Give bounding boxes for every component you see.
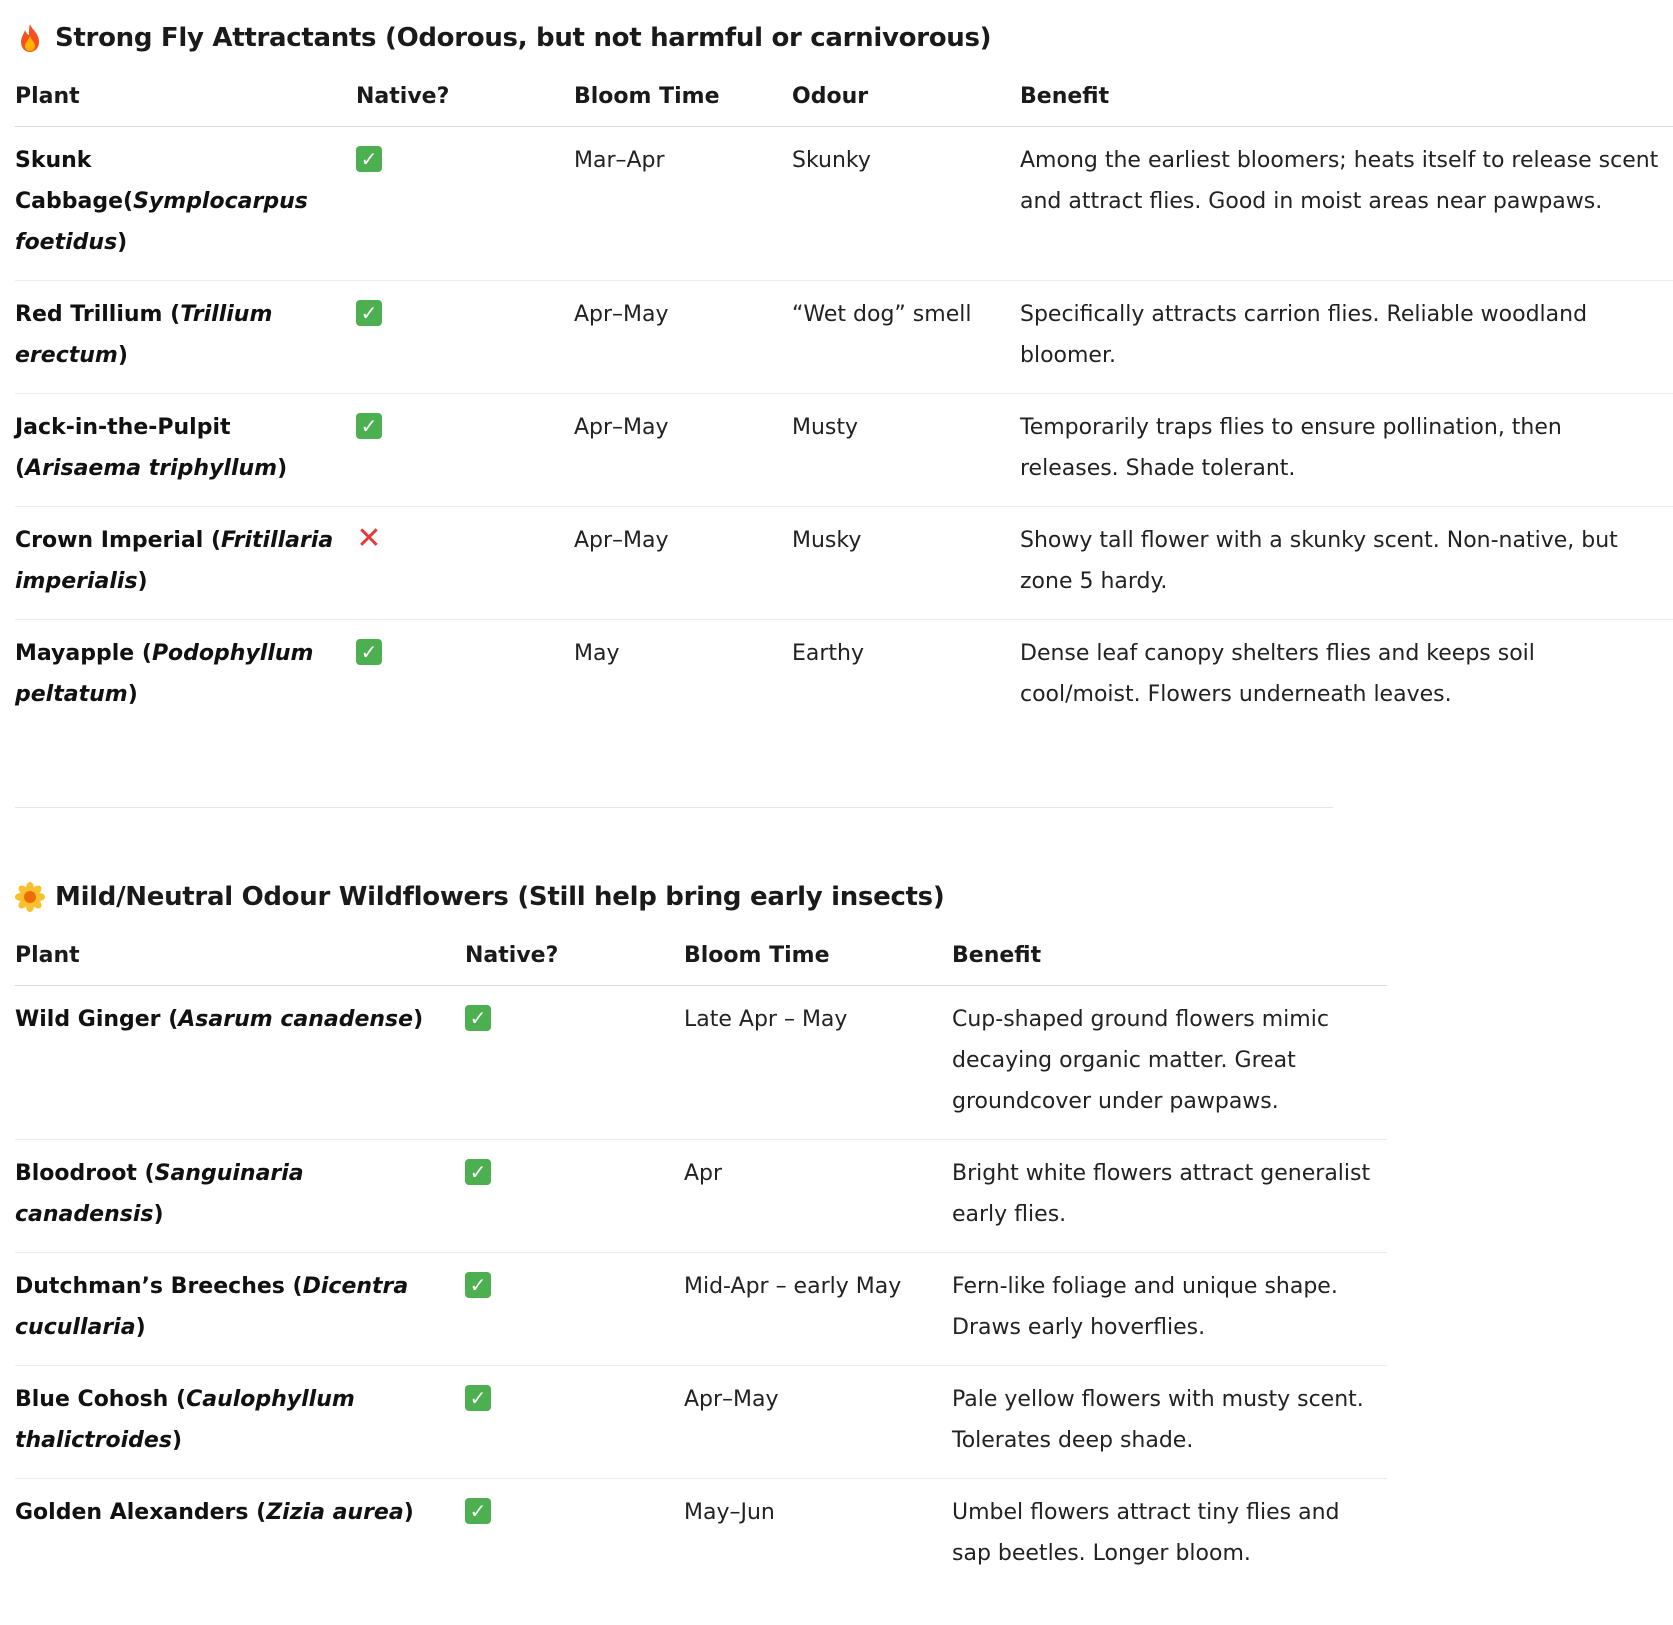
paren-open: ( bbox=[248, 1500, 267, 1525]
odour-cell: Skunky bbox=[792, 127, 1020, 281]
plant-common-name: Blue Cohosh bbox=[15, 1387, 169, 1412]
check-mark-icon: ✓ bbox=[356, 300, 382, 326]
odour-cell: “Wet dog” smell bbox=[792, 281, 1020, 394]
native-cell bbox=[465, 986, 684, 1140]
plant-common-name: Wild Ginger bbox=[15, 1007, 161, 1032]
section-title bbox=[15, 18, 1673, 58]
native-cell bbox=[465, 1479, 684, 1592]
benefit-cell: Showy tall flower with a skunky scent. Non-native, but zone 5 hardy. bbox=[1020, 507, 1673, 620]
benefit-cell: Umbel flowers attract tiny flies and sap beetles. Longer bloom. bbox=[952, 1500, 1340, 1566]
benefit-cell: Cup-shaped ground flowers mimic decaying organic matter. Great groundcover under pawpaws. bbox=[952, 986, 1387, 1140]
plant-cell bbox=[15, 1366, 465, 1479]
column-header-plant: Plant bbox=[15, 925, 465, 986]
check-mark-icon: ✓ bbox=[465, 1159, 491, 1185]
bloom-time-cell: Late Apr – May bbox=[684, 986, 952, 1140]
native-cell bbox=[356, 620, 574, 733]
mild-odour-table bbox=[15, 925, 1387, 1591]
plant-cell bbox=[15, 507, 356, 620]
bloom-time-cell: Apr bbox=[684, 1140, 952, 1253]
paren-close: ) bbox=[413, 1007, 424, 1032]
native-cell bbox=[356, 281, 574, 394]
plant-common-name: Bloodroot bbox=[15, 1161, 137, 1186]
bloom-time-cell: Apr–May bbox=[684, 1366, 952, 1479]
native-cell bbox=[465, 1253, 684, 1366]
paren-close: ) bbox=[277, 456, 288, 481]
column-header-bloom-time: Bloom Time bbox=[574, 66, 792, 127]
plant-scientific-name: Caulophyllum thalictroides bbox=[15, 1387, 355, 1453]
plant-common-name: Red Trillium bbox=[15, 302, 163, 327]
blossom-icon bbox=[15, 881, 45, 913]
column-header-odour: Odour bbox=[792, 66, 1020, 127]
table-row bbox=[15, 507, 1673, 620]
paren-close: ) bbox=[137, 569, 148, 594]
column-header-benefit: Benefit bbox=[952, 925, 1387, 986]
table-row bbox=[15, 394, 1673, 507]
bloom-time-cell: Apr–May bbox=[574, 507, 792, 620]
paren-open: ( bbox=[203, 528, 222, 553]
paren-close: ) bbox=[171, 1428, 182, 1453]
plant-cell bbox=[15, 1140, 465, 1253]
cross-mark-icon: ✕ bbox=[356, 521, 382, 556]
native-cell bbox=[465, 1140, 684, 1253]
paren-open: ( bbox=[134, 641, 152, 666]
table-header-row bbox=[15, 925, 1387, 986]
section-mild-odour-wildflowers bbox=[15, 877, 1387, 1566]
plant-scientific-name: Trillium erectum bbox=[15, 302, 273, 368]
check-mark-icon: ✓ bbox=[356, 413, 382, 439]
bloom-time-cell: Mar–Apr bbox=[574, 127, 792, 281]
section-title-text: Strong Fly Attractants (Odorous, but not harmful or carnivorous) bbox=[55, 23, 992, 53]
plant-scientific-name: Fritillaria imperialis bbox=[15, 528, 334, 594]
table-row bbox=[15, 620, 1673, 733]
check-mark-icon: ✓ bbox=[465, 1385, 491, 1411]
plant-cell bbox=[15, 281, 356, 394]
table-row bbox=[15, 281, 1673, 394]
strong-attractants-table bbox=[15, 66, 1673, 732]
odour-cell: Earthy bbox=[792, 641, 865, 666]
paren-open: ( bbox=[136, 1161, 155, 1186]
plant-scientific-name: Podophyllum peltatum bbox=[15, 641, 314, 707]
paren-close: ) bbox=[135, 1315, 146, 1340]
paren-close: ) bbox=[153, 1202, 164, 1227]
plant-cell bbox=[15, 127, 356, 281]
table-row bbox=[15, 127, 1673, 281]
plant-common-name: Jack-in-the-Pulpit bbox=[15, 415, 231, 440]
plant-scientific-name: Symplocarpus foetidus bbox=[15, 189, 308, 255]
table-row bbox=[15, 986, 1387, 1140]
table-header-row bbox=[15, 66, 1673, 127]
table-row bbox=[15, 1140, 1387, 1253]
plant-cell bbox=[15, 986, 465, 1140]
column-header-benefit: Benefit bbox=[1020, 66, 1673, 127]
check-mark-icon: ✓ bbox=[465, 1005, 491, 1031]
column-header-bloom-time: Bloom Time bbox=[684, 925, 952, 986]
bloom-time-cell: May–Jun bbox=[684, 1500, 775, 1525]
paren-open: ( bbox=[284, 1274, 303, 1299]
column-header-native: Native? bbox=[356, 66, 574, 127]
plant-common-name: Crown Imperial bbox=[15, 528, 204, 553]
check-mark-icon: ✓ bbox=[356, 639, 382, 665]
plant-common-name: Dutchman’s Breeches bbox=[15, 1274, 285, 1299]
plant-common-name: Mayapple bbox=[15, 641, 135, 666]
plant-cell bbox=[15, 1479, 465, 1592]
paren-close: ) bbox=[403, 1500, 414, 1525]
plant-cell bbox=[15, 394, 356, 507]
benefit-cell: Temporarily traps flies to ensure pollination, then releases. Shade tolerant. bbox=[1020, 394, 1673, 507]
paren-open: ( bbox=[123, 189, 134, 214]
paren-open: ( bbox=[162, 302, 181, 327]
plant-scientific-name: Zizia aurea bbox=[266, 1500, 404, 1525]
fire-icon bbox=[15, 22, 45, 54]
benefit-cell: Among the earliest bloomers; heats itself to release scent and attract flies. Good in moist areas near pawpaws. bbox=[1020, 127, 1673, 281]
bloom-time-cell: Apr–May bbox=[574, 281, 792, 394]
column-header-plant: Plant bbox=[15, 66, 356, 127]
benefit-cell: Pale yellow flowers with musty scent. Tolerates deep shade. bbox=[952, 1366, 1387, 1479]
plant-common-name: Skunk Cabbage bbox=[15, 148, 124, 214]
bloom-time-cell: Apr–May bbox=[574, 394, 792, 507]
paren-open: ( bbox=[160, 1007, 179, 1032]
benefit-cell: Bright white flowers attract generalist early flies. bbox=[952, 1140, 1387, 1253]
paren-close: ) bbox=[117, 343, 128, 368]
column-header-native: Native? bbox=[465, 925, 684, 986]
paren-close: ) bbox=[117, 230, 128, 255]
odour-cell: Musty bbox=[792, 394, 1020, 507]
plant-scientific-name: Sanguinaria canadensis bbox=[15, 1161, 304, 1227]
table-row bbox=[15, 1253, 1387, 1366]
section-divider bbox=[15, 807, 1333, 808]
odour-cell: Musky bbox=[792, 507, 1020, 620]
plant-scientific-name: Dicentra cucullaria bbox=[15, 1274, 409, 1340]
plant-scientific-name: Asarum canadense bbox=[178, 1007, 414, 1032]
section-title bbox=[15, 877, 1387, 917]
plant-cell bbox=[15, 620, 356, 733]
benefit-cell: Specifically attracts carrion flies. Reliable woodland bloomer. bbox=[1020, 281, 1673, 394]
plant-cell bbox=[15, 1253, 465, 1366]
paren-open: ( bbox=[168, 1387, 187, 1412]
check-mark-icon: ✓ bbox=[465, 1272, 491, 1298]
native-cell bbox=[465, 1366, 684, 1479]
native-cell bbox=[356, 127, 574, 281]
bloom-time-cell: Mid-Apr – early May bbox=[684, 1253, 952, 1366]
section-strong-fly-attractants bbox=[15, 18, 1673, 707]
check-mark-icon: ✓ bbox=[356, 146, 382, 172]
plant-common-name: Golden Alexanders bbox=[15, 1500, 249, 1525]
check-mark-icon: ✓ bbox=[465, 1498, 491, 1524]
benefit-cell: Fern-like foliage and unique shape. Draws early hoverflies. bbox=[952, 1253, 1387, 1366]
table-row bbox=[15, 1479, 1387, 1592]
native-cell bbox=[356, 394, 574, 507]
paren-open: ( bbox=[15, 456, 26, 481]
section-title-text: Mild/Neutral Odour Wildflowers (Still help bring early insects) bbox=[55, 882, 945, 912]
native-cell bbox=[356, 507, 574, 620]
table-row bbox=[15, 1366, 1387, 1479]
paren-close: ) bbox=[127, 682, 138, 707]
bloom-time-cell: May bbox=[574, 641, 620, 666]
benefit-cell: Dense leaf canopy shelters flies and keeps soil cool/moist. Flowers underneath leaves. bbox=[1020, 641, 1535, 707]
plant-scientific-name: Arisaema triphyllum bbox=[25, 456, 278, 481]
